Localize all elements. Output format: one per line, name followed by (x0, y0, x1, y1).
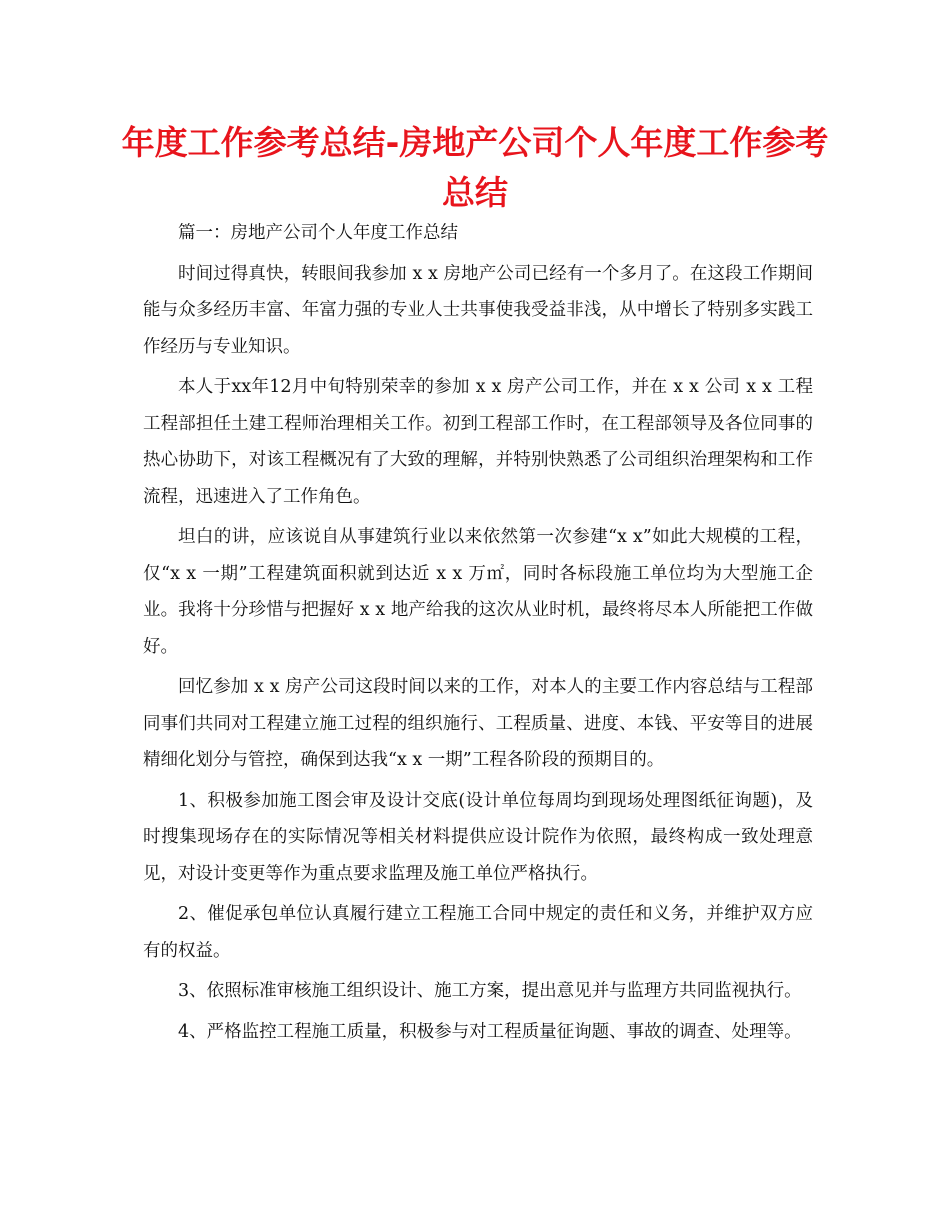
document-body (143, 215, 813, 1054)
paragraph: 时间过得真快，转眼间我参加 x x 房地产公司已经有一个多月了。在这段工作期间能与众多经历丰富、年富力强的专业人士共事使我受益非浅，从中增长了特别多实践工作经历与专业知识。 (143, 263, 813, 357)
list-item: 4、严格监控工程施工质量，积极参与对工程质量征询题、事故的调查、处理等。 (178, 1021, 802, 1042)
list-item: 2、催促承包单位认真履行建立工程施工合同中规定的责任和义务，并维护双方应有的权益。 (143, 904, 813, 961)
document-title: 年度工作参考总结-房地产公司个人年度工作参考总结 (121, 123, 829, 212)
paragraph: 本人于xx年12月中旬特别荣幸的参加 x x 房产公司工作，并在 x x 公司 x x 工程工程部担任土建工程师治理相关工作。初到工程部工作时，在工程部领导及各位同事的热心协助下，对该工程概况有了大致的理解，并特别快熟悉了公司组织治理架构和工作流程，迅速进入了工作角色。 (143, 377, 813, 507)
list-item: 3、依照标准审核施工组织设计、施工方案，提出意见并与监理方共同监视执行。 (178, 981, 802, 1001)
section-heading: 篇一：房地产公司个人年度工作总结 (178, 223, 458, 243)
paragraph: 回忆参加 x x 房产公司这段时间以来的工作，对本人的主要工作内容总结与工程部同事们共同对工程建立施工过程的组织施行、工程质量、进度、本钱、平安等目的进展精细化划分与管控，确保到达我“x x 一期”工程各阶段的预期目的。 (143, 677, 813, 770)
list-item: 1、积极参加施工图会审及设计交底(设计单位每周均到现场处理图纸征询题)，及时搜集现场存在的实际情况等相关材料提供应设计院作为依照，最终构成一致处理意见，对设计变更等作为重点要求监理及施工单位严格执行。 (143, 790, 813, 884)
paragraph: 坦白的讲，应该说自从事建筑行业以来依然第一次参建“x x”如此大规模的工程，仅“x x 一期”工程建筑面积就到达近 x x 万㎡，同时各标段施工单位均为大型施工企业。我将十分珍惜与把握好 x x 地产给我的这次从业时机，最终将尽本人所能把工作做好。 (143, 527, 813, 657)
